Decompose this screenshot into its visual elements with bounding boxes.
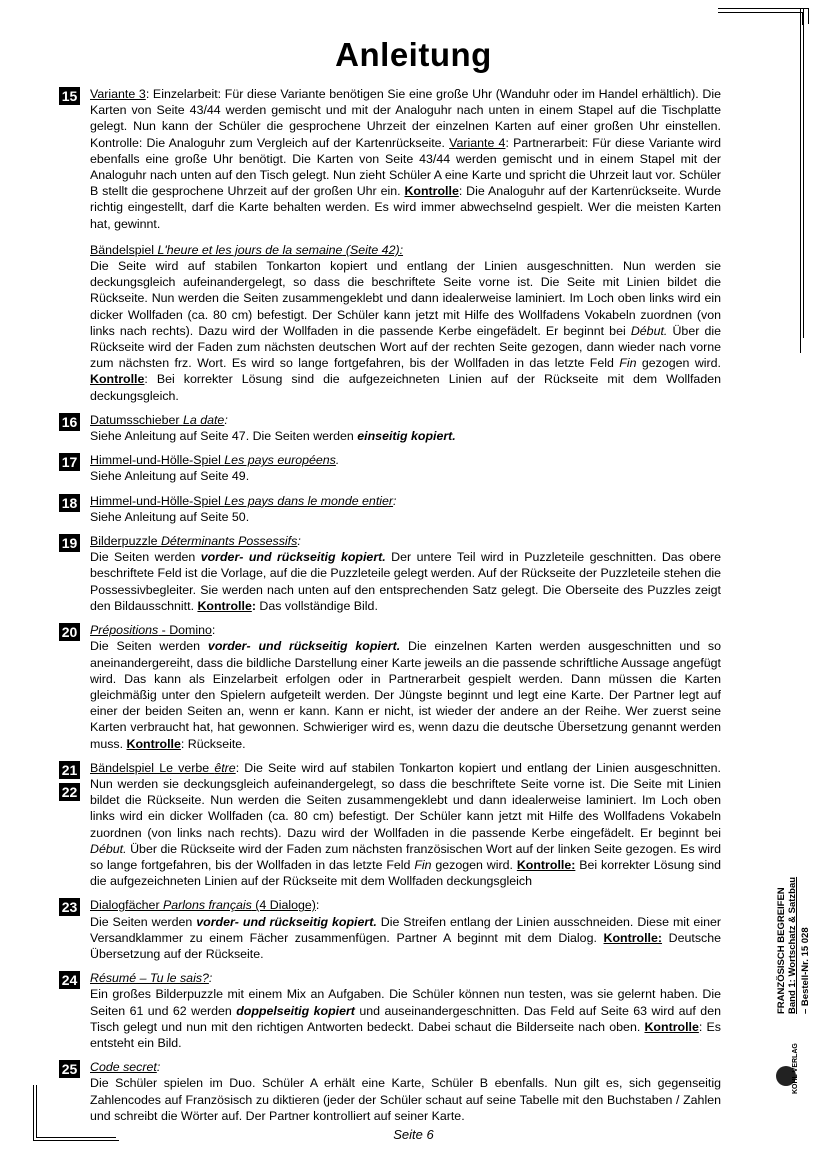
number-badge: 23 [59,898,80,916]
entry-text: Ein großes Bilderpuzzle mit einem Mix an Aufgaben. Die Schüler können nun testen, was sie gelernt haben. Die Seiten 61 und 62 werden [90,987,721,1018]
number-badge: 15 [59,87,80,105]
entry-heading: (4 Dialoge) [251,898,316,913]
entry-text: Die Schüler spielen im Duo. Schüler A erhält eine Karte, Schüler B ebenfalls. Nun gilt es, sich gegenseitig Zahlencodes auf Französisch zu diktieren (jeder der Schüler schaut auf seine Tabelle mit den Buchstaben / Zahlen und schreibt die Wörter auf. Der Partner kontrolliert auf seiner Karte. [90,1076,721,1123]
kontrolle-label: Kontrolle [126,736,181,751]
variant-heading: Variante 3 [90,87,146,101]
entry-25 [59,1059,721,1124]
entry-heading-italic: L'heure et les jours de la semaine [157,242,343,257]
entry-text: gezogen wird. [431,857,517,872]
entry-heading-suffix: : [208,971,213,986]
kontrolle-label: Kontrolle [404,184,459,199]
number-badge: 16 [59,413,80,431]
entry-heading: Himmel-und-Hölle-Spiel [90,493,225,508]
entry-text: : Die Analoguhr auf der Kartenrückseite. Wurde richtig eingestellt, darf die Karte behalten werden. Es wird immer abwechselnd gespielt. Wer die meisten Karten hat, gewinnt. [90,184,721,231]
entry-text: Siehe Anleitung auf Seite 50. [90,509,250,524]
entry-heading-suffix: : [297,534,301,549]
kontrolle-label: Kontrolle [644,1019,699,1034]
entry-heading-suffix: . [335,453,340,468]
entry-heading-italic: être [214,760,236,775]
kontrolle-label: Kontrolle: [603,930,663,945]
entry-text: Bei korrekter Lösung sind die aufgezeichneten Linien auf der Rückseite mit dem Wollfaden deckungsgleich [90,857,722,889]
entry-text-bold: doppelseitig kopiert [236,1003,355,1018]
entry-24 [59,970,721,1051]
number-badge: 17 [59,453,80,471]
entry-text-italic: Fin [414,857,432,872]
entry-heading-italic: Parlons français [163,898,252,913]
entry-23 [59,897,721,962]
entry-text: Die Streifen entlang der Linien ausschneiden. Diese mit einer Versandklammer zu einem Fächer zusammenfügen. Partner A beginnt mit dem Dialog. [90,914,721,945]
kontrolle-colon: : [251,598,256,613]
kontrolle-label: Kontrolle: [516,857,576,872]
entry-text: : Es entsteht ein Bild. [90,1019,721,1050]
entry-16 [59,412,721,444]
entry-paragraph [90,412,721,444]
number-badge: 18 [59,494,80,512]
entry-heading: Bändelspiel Le verbe [90,760,215,775]
entry-text: Über die Rückseite wird der Faden zum nächsten deutschen Wort auf der rechten Seite gezogen, dann wieder nach vorne zum nächsten frz. Wort. Es wird so lange fortgefahren, bis der Wollfaden in das letzte Feld [90,323,721,371]
entry-paragraph [90,1059,721,1124]
entry-paragraph [90,897,721,962]
entry-heading: Bilderpuzzle [90,534,161,549]
entry-paragraph [90,86,721,232]
entry-heading-suffix: (Seite 42): [342,242,404,257]
publisher-sidebar [772,756,827,1056]
entry-heading-suffix: : [156,1060,161,1075]
entry-text: Siehe Anleitung auf Seite 47. Die Seiten werden [90,429,358,444]
entry-heading: - Domino [158,623,212,638]
entry-text: : Rückseite. [180,736,246,751]
entry-20 [59,622,721,752]
entry-text-bold: vorder- und rückseitig kopiert. [200,550,386,565]
number-badge: 24 [59,971,80,989]
volume-title [787,877,798,1014]
entry-heading-suffix: : [315,898,320,913]
entry-heading-italic: Les pays européens [224,453,336,468]
entry-text: Die Seiten werden [90,550,201,565]
entry-text-bold: vorder- und rückseitig kopiert. [207,639,401,654]
publisher-logo [776,1043,816,1100]
entry-heading: Himmel-und-Hölle-Spiel [90,453,225,468]
entry-paragraph [90,452,721,484]
instructions-list [59,86,721,1132]
entry-text: Über die Rückseite wird der Faden zum nächsten französischen Wort auf der linken Seite gezogen. Es wird so lange fortgefahren, bis der Wollfaden in das letzte Feld [90,841,721,872]
entry-paragraph [90,970,721,1051]
entry-text: Die Seiten werden [90,639,208,654]
entry-heading: Datumsschieber [90,412,183,427]
entry-text: Deutsche Übersetzung auf der Rückseite. [90,930,721,961]
kontrolle-label: Kontrolle [90,372,145,387]
number-badge: 25 [59,1060,80,1078]
entry-text-bold: vorder- und rückseitig kopiert. [196,914,377,929]
entry-paragraph [90,622,721,752]
entry-text: Siehe Anleitung auf Seite 49. [90,469,250,484]
entry-paragraph [90,760,721,890]
entry-21-22 [59,760,721,890]
entry-text: Der untere Teil wird in Puzzleteile geschnitten. Das obere beschriftete Feld ist die Vorlage, auf die die Puzzleteile gelegt werden. Auf der Rückseite der Puzzleteile stehen die Possessivbegleiter. Sie werden nach unten auf den entsprechenden Satz gelegt. Die Oberseite des Puzzles zeigt den Bildausschnitt. [90,550,721,613]
entry-heading-italic: Déterminants Possessifs [160,534,298,549]
number-badge: 19 [59,534,80,552]
number-badge: 22 [59,783,80,801]
entry-text: gezogen wird. [636,356,721,371]
entry-15 [59,86,721,404]
variant-heading: Variante 4 [449,135,506,150]
entry-heading-italic: Prépositions [90,623,159,638]
separator: – [800,1008,811,1014]
entry-text: : Die Seite wird auf stabilen Tonkarton kopiert und entlang der Linien ausgeschnitten. Nun werden sie deckungsgleich aufeinandergelegt, so dass die beschriftete Seite vorne ist. Die Seite mit Linien bildet die Rückseite. Nun werden die Seiten zusammengeklebt und dann idealerweise laminiert. Im Loch oben links wird ein dicker Wollfaden (ca. 80 cm) befestigt. Der Schüler kann jetzt mit Hilfe des Wollfadens Vokabeln zuordnen (von links nach rechts). Dazu wird der Wollfaden in die passende Kerbe eingefädelt. Er beginnt bei [90,760,722,840]
entry-text: : Partnerarbeit: Für diese Variante wird ebenfalls eine große Uhr benötigt. Die Karten von Seite 43/44 werden gemischt und in einem Stapel mit der Analoguhr nach unten auf den Tisch gelegt. Nun zieht Schüler A eine Karte und spricht die Uhrzeit laut vor. Schüler B stellt die gesprochene Uhrzeit auf der großen Uhr ein. [90,135,721,199]
entry-text: Die einzelnen Karten werden ausgeschnitten und so aneinandergereiht, dass die bildliche Darstellung einer Karte jeweils an die passende schriftliche Aussage angefügt wird. Das kann als Einzelarbeit erfolgen oder in Partnerarbeit gespielt werden. Dann müssen die Karten gleichmäßig unter den Spielern aufgeteilt werden. Der Jüngste beginnt und legt eine Karte. Der Partner legt auf einer der beiden Seiten an, wenn er kann. Kann er nicht, ist wieder der andere an der Reihe. Wer zuerst seine Karten verbraucht hat, hat gewonnen. Schwieriger wird es, wenn dazu die deutsche Übersetzung genannt werden muss. [90,639,721,751]
order-number [800,927,811,1014]
order-number-text: Bestell-Nr. 15 028 [800,927,811,1007]
entry-heading-suffix: : [393,493,397,508]
volume-label: Band 1: Wortschatz & Satzbau [787,876,798,1014]
entry-heading: Bändelspiel [90,242,158,257]
entry-text: Das vollständige Bild. [255,598,378,613]
number-badge: 20 [59,623,80,641]
number-badge: 21 [59,761,80,779]
entry-text-italic: Début. [90,841,127,856]
entry-heading: Dialogfächer [90,898,164,913]
entry-18 [59,493,721,525]
page-number: Seite 6 [393,1127,434,1142]
entry-text: : Bei korrekter Lösung sind die aufgezeichneten Linien auf der Rückseite mit dem Wollfaden deckungsgleich. [90,372,721,403]
entry-heading-suffix: : [224,412,228,427]
entry-heading-italic: Résumé – Tu le sais? [90,971,209,986]
logo-text: KOHL VERLAG [792,1043,799,1094]
entry-text: Die Seiten werden [90,914,197,929]
entry-paragraph [90,493,721,525]
series-title: FRANZÖSISCH BEGREIFEN [776,887,787,1014]
entry-text-italic: Fin [619,356,637,371]
entry-text-bold: einseitig kopiert. [357,429,456,444]
page-title: Anleitung [335,36,492,73]
entry-17 [59,452,721,484]
kontrolle-label: Kontrolle [197,598,252,613]
frame-corner-top-right [718,8,809,24]
entry-heading-italic: Code secret [90,1060,157,1075]
entry-paragraph [90,533,721,614]
entry-text-italic: Début. [630,323,668,338]
entry-paragraph [90,242,721,404]
entry-heading-suffix: : [211,623,216,638]
entry-text: : Einzelarbeit: Für diese Variante benötigen Sie eine große Uhr (Wanduhr oder im Handel erhältlich). Die Karten von Seite 43/44 werden gemischt und mit der Analoguhr nach unten in einem Stapel auf die Tischplatte gelegt. Nun kann der Schüler die gesprochene Uhrzeit der einzelnen Karten auf einer großen Uhr einstellen. Kontrolle: Die Analoguhr zum Vergleich auf der Kartenrückseite. [90,87,721,150]
entry-heading-italic: La date [182,412,225,427]
entry-heading-italic: Les pays dans le monde entier [224,493,394,508]
entry-text: Die Seite wird auf stabilen Tonkarton kopiert und entlang der Linien ausgeschnitten. Nun werden sie deckungsgleich aufeinandergelegt, so dass die beschriftete Seite vorne ist. Die Seite mit Linien bildet die Rückseite. Nun werden die Seiten zusammengeklebt und dann idealerweise laminiert. Im Loch oben links wird ein dicker Wollfaden (ca. 80 cm) befestigt. Der Schüler kann jetzt mit Hilfe des Wollfadens Vokabeln zuordnen (von links nach rechts). Dazu wird der Wollfaden in die passende Kerbe eingefädelt. Er beginnt bei [90,259,721,338]
entry-19 [59,533,721,614]
entry-text: und auseinandergeschnitten. Das Feld auf Seite 63 wird auf den Tisch gelegt und nun mit den richtigen Antworten bedeckt. Dabei schaut die Bilderseite nach oben. [90,1003,721,1034]
